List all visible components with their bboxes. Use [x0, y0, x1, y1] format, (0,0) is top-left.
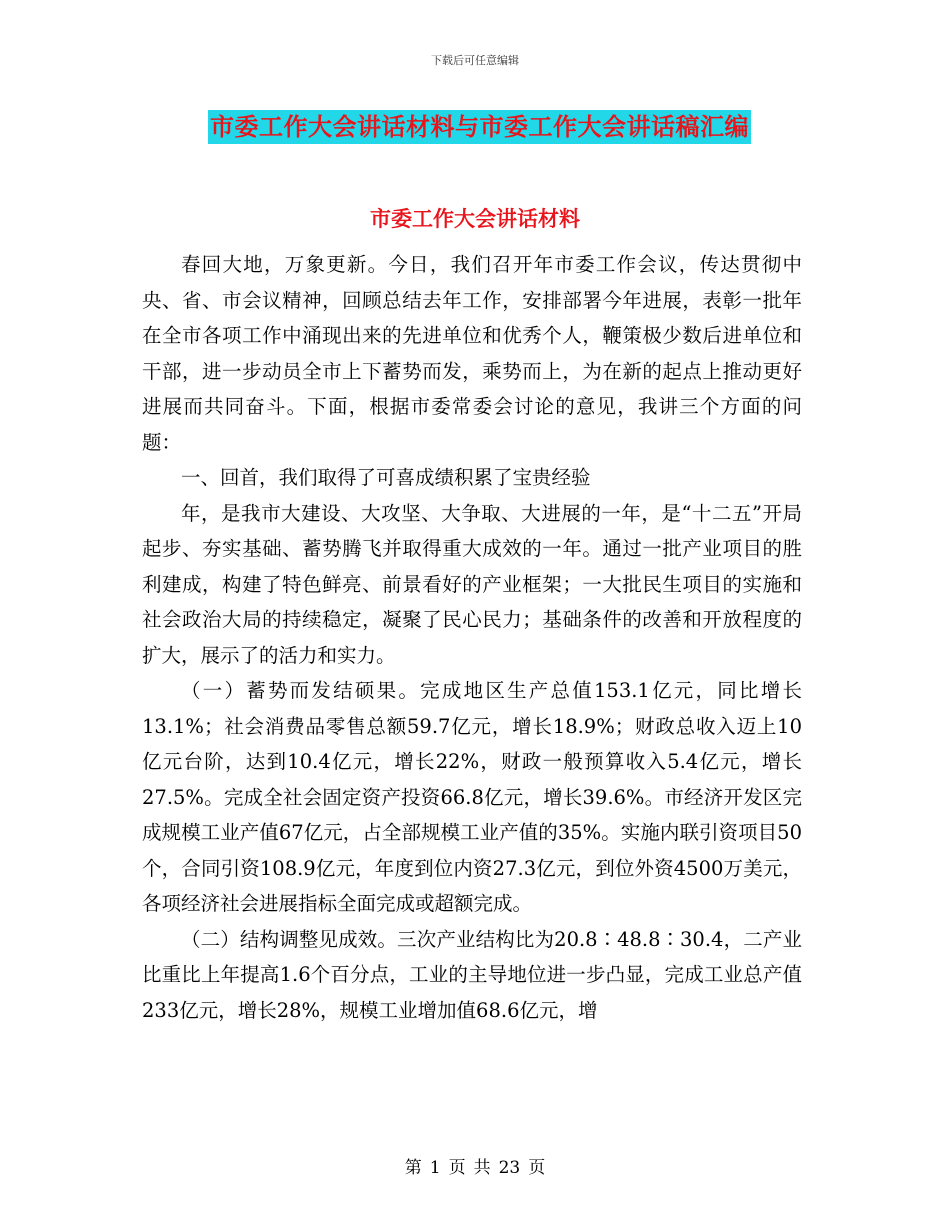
- paragraph-overview: 年，是我市大建设、大攻坚、大争取、大进展的一年，是“十二五”开局起步、夯实基础、蓄势腾飞并取得重大成效的一年。通过一批产业项目的胜利建成，构建了特色鲜亮、前景看好的产业框架；一大批民生项目的实施和社会政治大局的持续稳定，凝聚了民心民力；基础条件的改善和开放程度的扩大，展示了的活力和实力。: [142, 501, 802, 667]
- footer-page-number: 1: [429, 1158, 441, 1178]
- footer-total-prefix: 共: [473, 1158, 491, 1178]
- paragraph-structure: （二）结构调整见成效。三次产业结构比为20.8∶48.8∶30.4，二产业比重比上年提高1.6个百分点，工业的主导地位进一步凸显，完成工业总产值233亿元，增长28%，规模工业增加值68.6亿元，增: [142, 927, 802, 1022]
- paragraph-results: （一）蓄势而发结硕果。完成地区生产总值153.1亿元，同比增长13.1%；社会消费品零售总额59.7亿元，增长18.9%；财政总收入迈上10亿元台阶，达到10.4亿元，增长22%，财政一般预算收入5.4亿元，增长27.5%。完成全社会固定资产投资66.8亿元，增长39.6%。市经济开发区完成规模工业产值67亿元，占全部规模工业产值的35%。实施内联引资项目50个，合同引资108.9亿元，年度到位内资27.3亿元，到位外资4500万美元，各项经济社会进展指标全面完成或超额完成。: [142, 679, 802, 915]
- page-footer: [0, 1153, 950, 1178]
- paragraph-heading-one: 一、回首，我们取得了可喜成绩积累了宝贵经验: [181, 466, 591, 489]
- document-body: [142, 247, 802, 1028]
- footer-total-pages: 23: [498, 1158, 521, 1178]
- footer-page-unit: 页: [448, 1158, 466, 1178]
- paragraph-intro: 春回大地，万象更新。今日，我们召开年市委工作会议，传达贯彻中央、省、市会议精神，回顾总结去年工作，安排部署今年进展，表彰一批年在全市各项工作中涌现出来的先进单位和优秀个人，鞭策极少数后进单位和干部，进一步动员全市上下蓄势而发，乘势而上，为在新的起点上推动更好进展而共同奋斗。下面，根据市委常委会讨论的意见，我讲三个方面的问题：: [142, 253, 802, 454]
- document-title: 市委工作大会讲话材料与市委工作大会讲话稿汇编: [208, 110, 751, 144]
- header-note: 下载后可任意编辑: [431, 54, 519, 67]
- section-title: 市委工作大会讲话材料: [370, 207, 580, 231]
- footer-prefix: 第: [404, 1158, 422, 1178]
- footer-total-unit: 页: [528, 1158, 546, 1178]
